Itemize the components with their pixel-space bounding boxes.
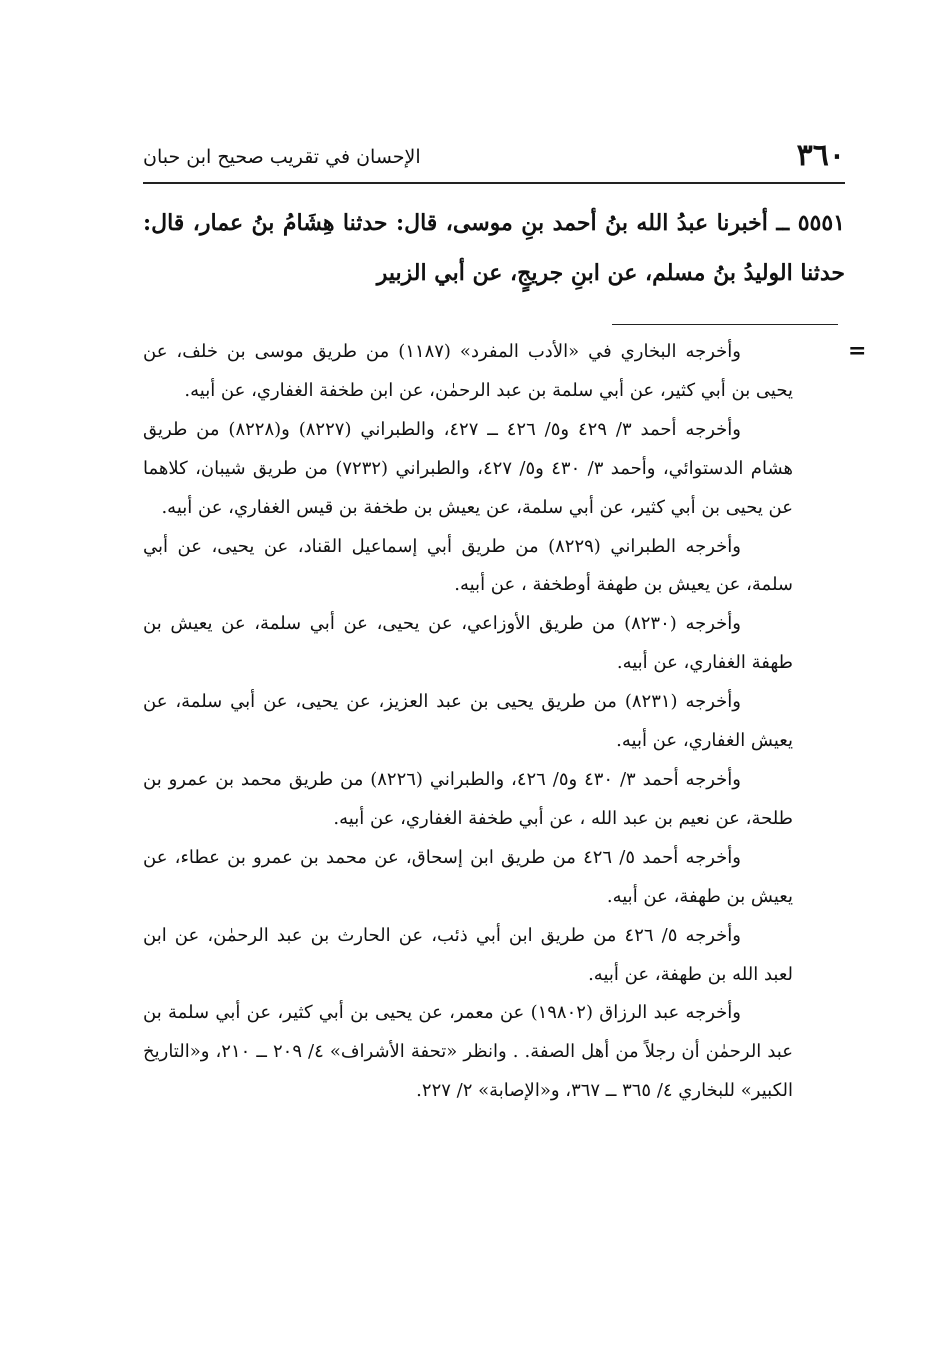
footnote-paragraph: وأخرجه أحمد ٣/ ٤٣٠ و٥/ ٤٢٦، والطبراني (٨٢٢٦) من طريق محمد بن عمرو بن طلحة، عن نعيم بن عبد الله ، عن أبي طخفة الغفاري، عن أبيه. xyxy=(143,768,793,829)
footnote-paragraph: وأخرجه أحمد ٣/ ٤٢٩ و٥/ ٤٢٦ ــ ٤٢٧، والطبراني (٨٢٢٧) و(٨٢٢٨) من طريق هشام الدستوائي، وأحمد ٣/ ٤٣٠ و٥/ ٤٢٧، والطبراني (٧٢٣٢) من طريق شيبان، كلاهما عن يحيى بن أبي كثير، عن أبي سلمة، عن يعيش بن طخفة بن قيس الغفاري، عن أبيه. xyxy=(143,418,793,518)
page-header xyxy=(143,136,845,180)
continuation-mark: = xyxy=(848,338,867,364)
footnote-paragraph: وأخرجه ٥/ ٤٢٦ من طريق ابن أبي ذئب، عن الحارث بن عبد الرحمٰن، عن ابن لعبد الله بن طهفة، عن أبيه. xyxy=(143,924,793,985)
hadith-text: ٥٥٥١ ــ أخبرنا عبدُ الله بنُ أحمد بنِ موسى، قال: حدثنا هِشَامُ بنُ عمار، قال: حدثنا الوليدُ بنُ مسلم، عن ابنِ جريجٍ، عن أبي الزبير xyxy=(143,210,845,286)
footnote-separator xyxy=(612,324,838,325)
footnote-paragraph: وأخرجه البخاري في «الأدب المفرد» (١١٨٧) من طريق موسى بن خلف، عن يحيى بن أبي كثير، عن أبي سلمة بن عبد الرحمٰن، عن ابن طخفة الغفاري، عن أبيه. xyxy=(143,341,793,401)
footnote-paragraph: وأخرجه (٨٢٣٠) من طريق الأوزاعي، عن يحيى، عن أبي سلمة، عن يعيش بن طهفة الغفاري، عن أبيه. xyxy=(143,613,793,674)
footnote-paragraph: وأخرجه أحمد ٥/ ٤٢٦ من طريق ابن إسحاق، عن محمد بن عمرو بن عطاء، عن يعيش بن طهفة، عن أبيه. xyxy=(143,846,793,907)
footnote-paragraph: وأخرجه عبد الرزاق (١٩٨٠٢) عن معمر، عن يحيى بن أبي كثير، عن أبي سلمة بن عبد الرحمٰن أن رجلاً من أهل الصفة. . وانظر «تحفة الأشراف» ٤/ ٢٠٩ ــ ٢١٠، و«التاريخ الكبير» للبخاري ٤/ ٣٦٥ ــ ٣٦٧، و«الإصابة» ٢/ ٢٢٧. xyxy=(143,1002,793,1102)
footnote-paragraph: وأخرجه الطبراني (٨٢٢٩) من طريق أبي إسماعيل القناد، عن يحيى، عن أبي سلمة، عن يعيش بن طهفة أوطخفة ، عن أبيه. xyxy=(143,535,793,596)
running-title: الإحسان في تقريب صحيح ابن حبان xyxy=(143,146,421,168)
header-rule xyxy=(143,182,845,184)
footnotes xyxy=(143,333,793,1111)
footnote-paragraph: وأخرجه (٨٢٣١) من طريق يحيى بن عبد العزيز، عن يحيى، عن أبي سلمة، عن يعيش الغفاري، عن أبيه. xyxy=(143,691,793,752)
page-number: ٣٦٠ xyxy=(796,138,845,173)
main-text xyxy=(143,198,845,298)
